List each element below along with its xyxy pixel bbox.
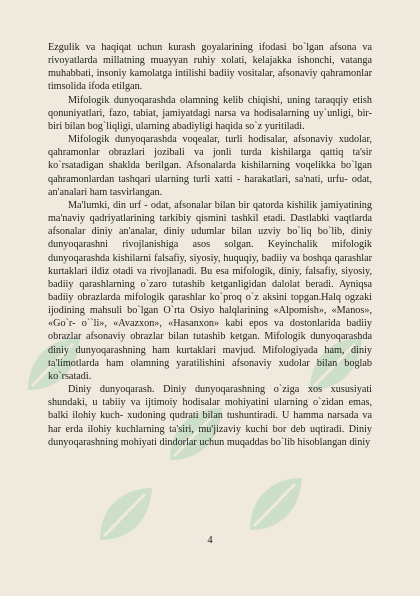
page-number: 4: [207, 535, 213, 546]
paragraph: Diniy dunyoqarash. Diniy dunyoqarashning o`ziga xos xususiyati shundaki, u tabiiy va ijtimoiy hodisalar mohiyatini ularning o`zidan emas, balki ilohiy kuch- xudoning qudrati bilan tushuntiradi. U hamma narsada va har erda ilohiy kuchlarning ta'siri, mu'jizaviy kuchi bor deb uqtiradi. Diniy dunyoqarashning mohiyati dindorlar uchun muqaddas bo`lib hisoblangan diniy: [48, 384, 372, 448]
body-text: [48, 41, 372, 449]
watermark-leaf-icon: [240, 470, 310, 540]
paragraph: Ezgulik va haqiqat uchun kurash goyalarining ifodasi bo`lgan afsona va rivoyatlarda millatning muayyan ruhiy xolati, kelajakka ishonchi, vatanga muhabbati, insoniy kamolatga intilishi badiiy vositalar, afsonaviy qahramonlar timsolida ifoda etilgan.: [48, 42, 372, 93]
paragraph: Mifologik dunyoqarashda olamning kelib chiqishi, uning taraqqiy etish qonuniyatlari, fazo, tabiat, jamiyatdagi narsa va hodisalarning uy`unligi, bir-biri bilan bog`liqligi, ularning abadiyligi haqida so`z yuritiladi.: [48, 94, 372, 132]
paragraph: Ma'lumki, din urf - odat, afsonalar bilan bir qatorda kishilik jamiyatining ma'naviy qadriyatlarining tarkibiy qismini tashkil etadi. Dastlabki vaqtlarda afsonalar diniy an'analar, diniy udumlar bilan uzviy bo`liq bo`lib, diniy dunyoqarashni rivojlanishiga asos solgan. Keyinchalik mifologik dunyoqarashda kishilarni falsafiy, siyosiy, huquqiy, badiiy va boshqa qarashlar kurtaklari ildiz otadi va rivojlanadi. Bu esa mifologik, diniy, falsafiy, siyosiy, badiiy qarashlarning o`zaro tutashib ketganligidan dalolat beradi. Ayniqsa badiiy obrazlarda mifologik qarashlar ko`proq o`z aksini topgan.Halq ogzaki ijodining mahsuli bo`lgan O`rta Osiyo halqlarining «Alpomish», «Manos», «Go`r- o``li», «Avazxon», «Hasanxon» kabi epos va dostonlarida badiiy obrazlar afsonaviy obrazlar bilan tutashib ketgan. Mifologik dunyoqarashda diniy dunyoqarashning ham kurtaklari mavjud. Mifologiyada ham, diniy ta'limotlarda ham olamning yaratilishini afsonaviy xudolar bilan boglab ko`rsatadi.: [48, 199, 372, 382]
paragraph: Mifologik dunyoqarashda voqealar, turli hodisalar, afsonaviy xudolar, qahramonlar obrazlari jozibali va jonli turda kishilarga qattiq ta'sir ko`rsatadigan shaklda berilgan. Afsonalarda kishilarning voqelikka bo`lgan qahramonlardan tashqari ularning turli xatti - harakatlari, sa'nati, urfu- odat, an'analari ham tasvirlangan.: [48, 134, 372, 198]
